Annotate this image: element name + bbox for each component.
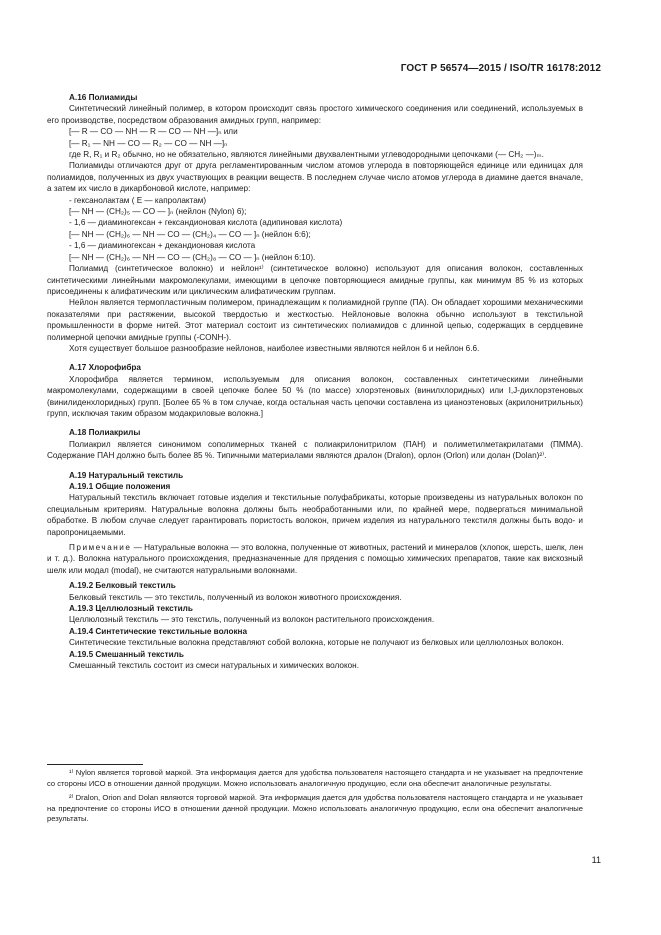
section-heading: А.19.5 Смешанный текстиль <box>69 649 184 659</box>
spacer <box>47 419 583 427</box>
paragraph: Натуральный текстиль включает готовые изделия и текстильные полуфабрикаты, которые произведены из натуральных волокон по специальным критериям. Натуральные волокна должны быть необработанными или, по крайней мере, подвергаться минимальной обработке. В любом случае следует гарантировать пористость волокон, причем изделия из натурального текстиля должны быть водо- и паропроницаемыми. <box>47 493 583 537</box>
spacer <box>47 354 583 362</box>
note-label: Примечание <box>69 543 132 553</box>
document-header: ГОСТ Р 56574—2015 / ISO/TR 16178:2012 <box>400 63 601 74</box>
footnote-divider <box>47 764 143 765</box>
formula-line: - 1,6 — диаминогексан + декандионовая кислота <box>69 241 256 251</box>
formula-line: [— NH — (CH₂)₅ — CO — ]ₙ (нейлон (Nylon) 6); <box>69 207 247 217</box>
paragraph: Хлорофибра является термином, используемым для описания волокон, составленных синтетическими линейными макромолекулами, содержащими в своей цепочке более 50 % (по массе) хлорэтеновых (винилхлоридных) или I,J-дихлорэтеновых (винилиденхлоридных) групп. [Более 65 % в том случае, когда остальная часть цепочки составлена из цианоэтеновых (акрилонитрильных) групп, исключая таким образом модакриловые волокна.] <box>47 374 583 418</box>
section-heading: А.16 Полиамиды <box>69 93 138 102</box>
formula-line: [— R₁ — NH — CO — R₂ — CO — NH —]ₙ <box>69 138 228 148</box>
page-number: 11 <box>591 855 601 865</box>
footnotes <box>47 764 583 825</box>
section-heading: А.19 Натуральный текстиль <box>69 470 184 480</box>
document-body <box>47 92 583 672</box>
paragraph: Целлюлозный текстиль — это текстиль, полученный из волокон растительного происхождения. <box>69 615 435 625</box>
note-paragraph <box>47 542 583 576</box>
paragraph: где R, R₁ и R₂ обычно, но не обязательно, являются линейными двухвалентными углеводородными цепочками (— CH₂ —)ₘ. <box>69 150 544 160</box>
formula-line: [— NH — (CH₂)₆ — NH — CO — (CH₂)₈ — CO — ]ₙ (нейлон 6:10). <box>69 252 316 262</box>
section-heading: А.19.2 Белковый текстиль <box>69 581 176 591</box>
section-heading: А.18 Полиакрилы <box>69 428 141 438</box>
paragraph: Белковый текстиль — это текстиль, полученный из волокон животного происхождения. <box>69 592 402 602</box>
paragraph: Хотя существует большое разнообразие нейлонов, наиболее известными являются нейлон 6 и нейлон 6.6. <box>69 343 480 353</box>
formula-line: - 1,6 — диаминогексан + гександионовая кислота (адипиновая кислота) <box>69 218 343 228</box>
paragraph: Полиамид (синтетическое волокно) и нейлон¹⁾ (синтетическое волокно) используют для описания волокон, составленных синтетическими линейными макромолекулами, имеющими в цепочке повторяющиеся амидные группы, как минимум 85 % из которых присоединены к алифатическим или циклическим алифатическим группам. <box>47 264 583 296</box>
paragraph: Смешанный текстиль состоит из смеси натуральных и химических волокон. <box>69 661 359 671</box>
paragraph: Синтетический линейный полимер, в котором происходит связь простого химического соединения или соединений, используемых в его производстве, посредством образования амидных групп, например: <box>47 104 583 125</box>
footnote-1: ¹⁾ Nylon является торговой маркой. Эта информация дается для удобства пользователя настоящего стандарта и не указывает на предпочтение со стороны ИСО в отношении данной продукции. Можно использовать аналогичную продукцию, если она обеспечит аналогичные результаты. <box>47 768 583 788</box>
formula-line: [— NH — (CH₂)₆ — NH — CO — (CH₂)₄ — CO — ]ₙ (нейлон 6:6); <box>69 229 311 239</box>
paragraph: Синтетические текстильные волокна представляют собой волокна, которые не получают из белковых или целлюлозных волокон. <box>69 638 564 648</box>
paragraph: Полиамиды отличаются друг от друга регламентированным числом атомов углерода в повторяющейся единице или единицах для полиамидов, полученных из двух участвующих в реакции веществ. В последнем случае число атомов углерода в диамине дается вначале, а затем их число в дикарбоновой кислоте, например: <box>47 161 583 194</box>
section-heading: А.19.4 Синтетические текстильные волокна <box>69 626 248 636</box>
spacer <box>47 462 583 470</box>
section-heading: А.19.1 Общие положения <box>69 482 171 491</box>
footnote-2: ²⁾ Dralon, Orion and Dolan являются торговой маркой. Эта информация дается для удобства пользователя настоящего стандарта и не указывает на предпочтение со стороны ИСО в отношении данной продукции. Можно использовать аналогичную продукцию, если она обеспечит аналогичные результаты. <box>47 793 583 824</box>
paragraph: Полиакрил является синонимом сополимерных тканей с полиакрилонитрилом (ПАН) и полиметилметакрилатами (ПММА). Содержание ПАН должно быть более 85 %. Типичными материалами являются дралон (Dralon), орлон (Orlon) или долан (Dolan)²⁾. <box>47 439 583 461</box>
formula-line: [— R — CO — NH — R — CO — NH —]ₙ или <box>69 127 238 137</box>
note-text: — Натуральные волокна — это волокна, полученные от животных, растений и минералов (хлопок, шерсть, шелк, лен и т. д.). Волокна натурального происхождения, предназначенные для прядения с помощью химических препаратов, такие как вискозный шелк или модал (modal), не считаются натуральными волокнами. <box>47 543 583 575</box>
section-heading: А.19.3 Целлюлозный текстиль <box>69 604 193 614</box>
formula-line: - гексанолактам ( Е — капролактам) <box>69 195 207 205</box>
paragraph: Нейлон является термопластичным полимером, принадлежащим к полиамидной группе (ПА). Он обладает хорошими механическими показателями при растяжении, высокой твердостью и жесткостью. Нейлоновые волокна обычно используют в текстильной промышленности в форме нитей. Этот материал состоит из синтетических полиамидов с длинной цепью, содержащих в сердцевине полимерной цепочки амидные группы (-CONH-). <box>47 298 583 342</box>
section-heading: А.17 Хлорофибра <box>69 363 141 373</box>
